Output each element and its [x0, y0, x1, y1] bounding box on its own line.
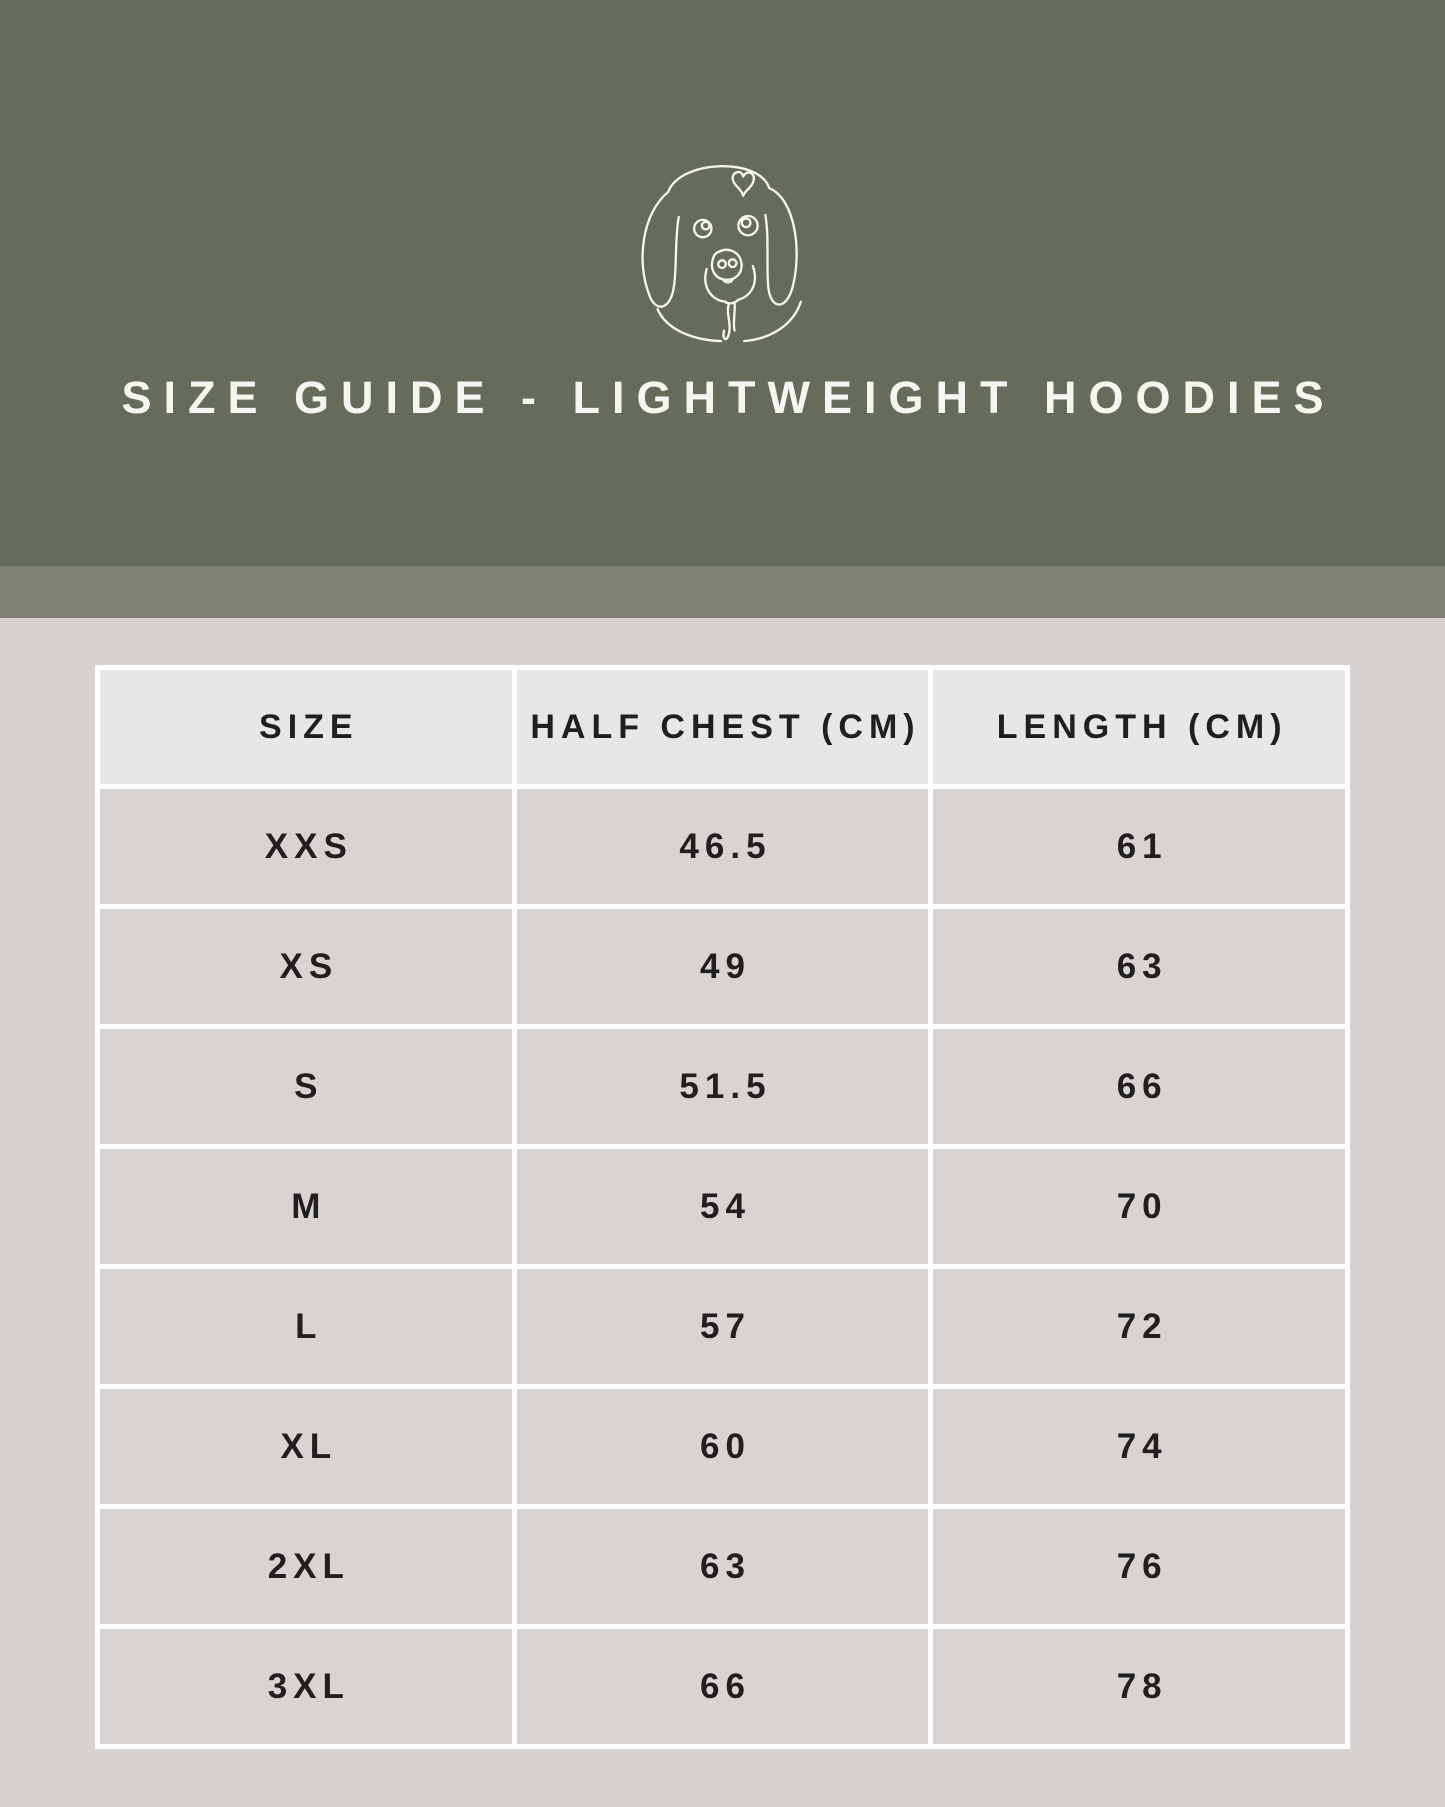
cell-size: XL: [100, 1389, 512, 1504]
table-section: [0, 618, 1445, 1807]
cell-half-chest: 60: [517, 1389, 929, 1504]
cell-length: 61: [933, 789, 1345, 904]
cell-size: XS: [100, 909, 512, 1024]
cell-length: 63: [933, 909, 1345, 1024]
cell-length: 72: [933, 1269, 1345, 1384]
cell-half-chest: 49: [517, 909, 929, 1024]
cell-half-chest: 63: [517, 1509, 929, 1624]
divider-strip: [0, 566, 1445, 618]
cell-half-chest: 51.5: [517, 1029, 929, 1144]
dog-line-art-icon: [615, 140, 831, 344]
cell-size: L: [100, 1269, 512, 1384]
cell-half-chest: 66: [517, 1629, 929, 1744]
banner: [0, 0, 1445, 566]
cell-length: 70: [933, 1149, 1345, 1264]
cell-size: 2XL: [100, 1509, 512, 1624]
cell-size: XXS: [100, 789, 512, 904]
header-size: SIZE: [100, 670, 512, 784]
cell-length: 74: [933, 1389, 1345, 1504]
size-table: [95, 665, 1350, 1749]
cell-size: M: [100, 1149, 512, 1264]
cell-length: 78: [933, 1629, 1345, 1744]
header-length: LENGTH (CM): [933, 670, 1345, 784]
cell-half-chest: 54: [517, 1149, 929, 1264]
logo: [612, 138, 834, 346]
cell-size: 3XL: [100, 1629, 512, 1744]
cell-length: 66: [933, 1029, 1345, 1144]
cell-half-chest: 57: [517, 1269, 929, 1384]
cell-length: 76: [933, 1509, 1345, 1624]
header-half-chest: HALF CHEST (CM): [517, 670, 929, 784]
page-title: SIZE GUIDE - LIGHTWEIGHT HOODIES: [121, 372, 1336, 423]
cell-half-chest: 46.5: [517, 789, 929, 904]
cell-size: S: [100, 1029, 512, 1144]
